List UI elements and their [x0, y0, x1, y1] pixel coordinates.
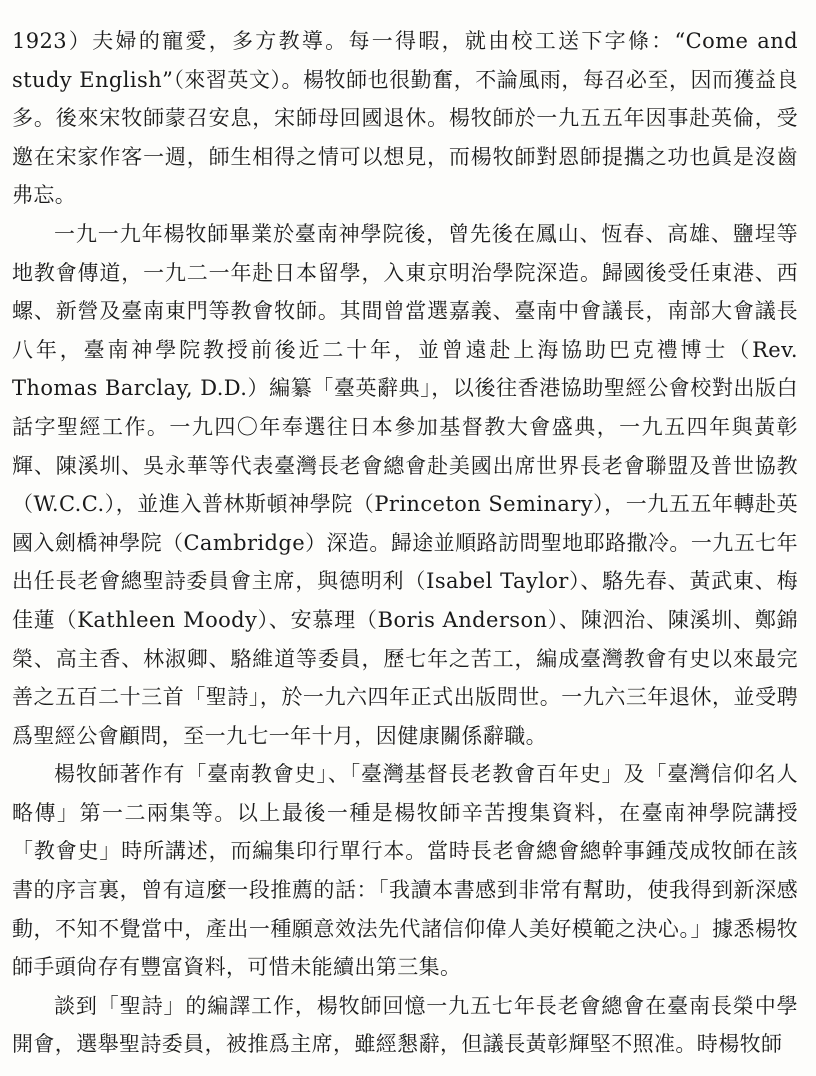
document-body	[12, 22, 798, 1064]
paragraph-hymnal: 談到「聖詩」的編譯工作，楊牧師回憶一九五七年長老會總會在臺南長榮中學開會，選舉聖詩委員，被推爲主席，雖經懇辭，但議長黃彰輝堅不照准。時楊牧師	[12, 993, 798, 1057]
paragraph-career: 一九一九年楊牧師畢業於臺南神學院後，曾先後在鳳山、恆春、高雄、鹽埕等地教會傳道，一九二一年赴日本留學，入東京明治學院深造。歸國後受任東港、西螺、新營及臺南東門等教會牧師。其間曾當選嘉義、臺南中會議長，南部大會議長八年，臺南神學院教授前後近二十年，並曾遠赴上海協助巴克禮博士（Rev. Thomas Barclay, D.D.）編纂「臺英辭典」，以後往香港協助聖經公會校對出版白話字聖經工作。一九四〇年奉選往日本參加基督教大會盛典，一九五四年與黃彰輝、陳溪圳、吳永華等代表臺灣長老會總會赴美國出席世界長老會聯盟及普世協教（W.C.C.），並進入普林斯頓神學院（Princeton Seminary），一九五五年轉赴英國入劍橋神學院（Cambridge）深造。歸途並順路訪問聖地耶路撒冷。一九五七年出任長老會總聖詩委員會主席，與德明利（Isabel Taylor）、駱先春、黃武東、梅佳蓮（Kathleen Moody）、安慕理（Boris Anderson）、陳泗治、陳溪圳、鄭錦榮、高主香、林淑卿、駱維道等委員，歷七年之苦工，編成臺灣教會有史以來最完善之五百二十三首「聖詩」，於一九六四年正式出版問世。一九六三年退休，並受聘爲聖經公會顧問，至一九七一年十月，因健康關係辭職。	[12, 221, 798, 748]
paragraph-continuation: 1923）夫婦的寵愛，多方教導。每一得暇，就由校工送下字條：“Come and study English”（來習英文）。楊牧師也很勤奮，不論風雨，每召必至，因而獲益良多。後來宋牧師蒙召安息，宋師母回國退休。楊牧師於一九五五年因事赴英倫，受邀在宋家作客一週，師生相得之情可以想見，而楊牧師對恩師提攜之功也眞是沒齒弗忘。	[12, 29, 798, 208]
paragraph-writings: 楊牧師著作有「臺南教會史」、「臺灣基督長老教會百年史」及「臺灣信仰名人略傳」第一二兩集等。以上最後一種是楊牧師辛苦搜集資料，在臺南神學院講授「教會史」時所講述，而編集印行單行本。當時長老會總會總幹事鍾茂成牧師在該書的序言裏，曾有這麼一段推薦的話：「我讀本書感到非常有幫助，使我得到新深感動，不知不覺當中，產出一種願意效法先代諸信仰偉人美好模範之決心。」據悉楊牧師手頭尙存有豐富資料，可惜未能續出第三集。	[12, 762, 798, 980]
